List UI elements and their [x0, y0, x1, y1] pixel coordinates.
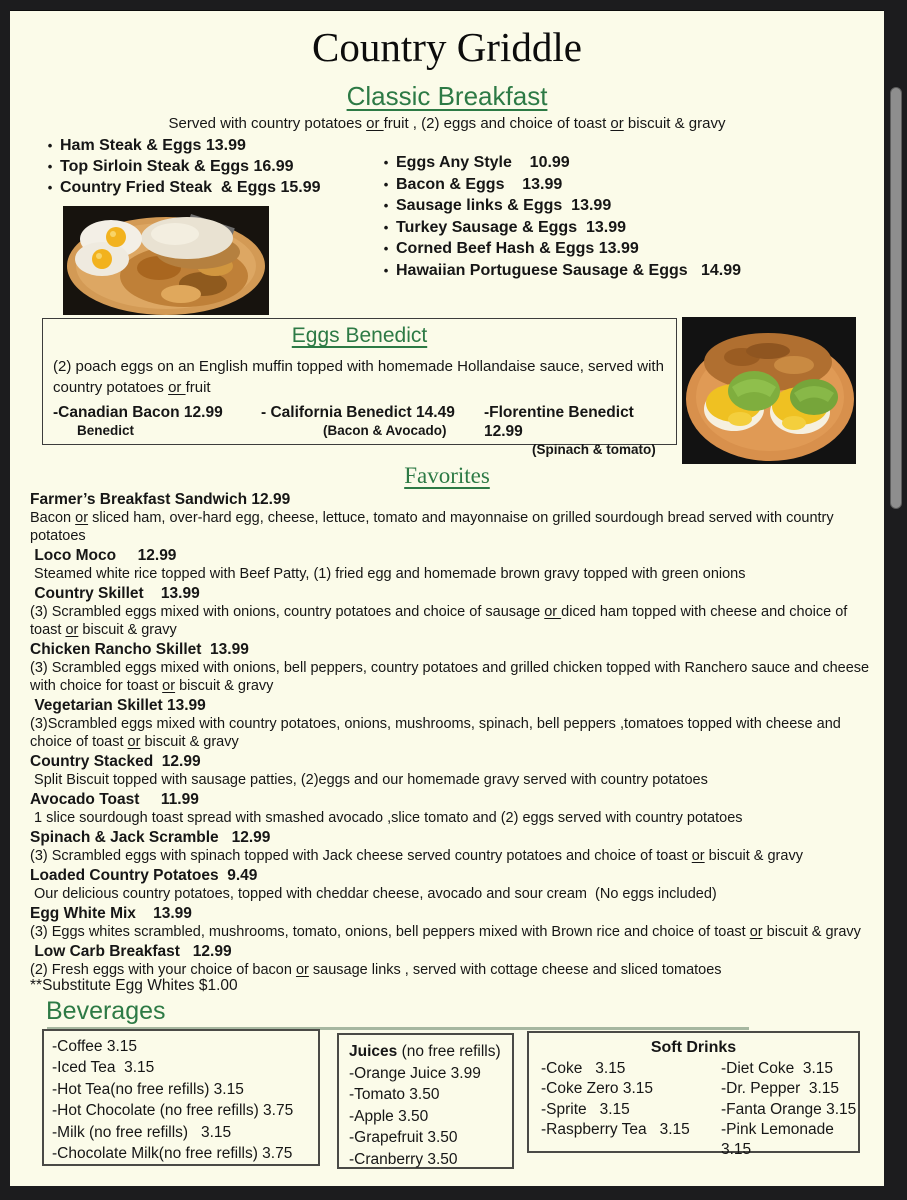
- eggs-benedict-box: [42, 318, 677, 457]
- scrollbar-thumb[interactable]: [890, 87, 902, 509]
- menu-item: [376, 197, 741, 219]
- benedict-variant-subtitle: (Spinach & tomato): [532, 442, 656, 457]
- favorites-item-description: Our delicious country potatoes, topped with cheddar cheese, avocado and sour cream (No eggs included): [30, 886, 717, 902]
- favorites-item-name: Loaded Country Potatoes 9.49: [30, 867, 258, 884]
- favorites-item-description: (3)Scrambled eggs mixed with country potatoes, onions, mushrooms, spinach, bell peppers ,tomatoes topped with cheese and choice of toast or biscuit & gravy: [30, 716, 845, 750]
- favorites-item: [30, 490, 876, 545]
- soft-drinks-right-column: [721, 1059, 858, 1160]
- favorites-item: [30, 828, 876, 865]
- menu-item: [376, 176, 741, 198]
- favorites-item-name: Spinach & Jack Scramble 12.99: [30, 829, 271, 846]
- benedict-variant-list: [53, 403, 669, 459]
- bullet-icon: •: [47, 159, 53, 174]
- menu-item: [376, 154, 741, 176]
- menu-item: [40, 137, 321, 158]
- beverage-item: -Sprite 3.15: [541, 1100, 630, 1118]
- bullet-icon: •: [383, 241, 389, 257]
- restaurant-title: Country Griddle: [312, 24, 582, 70]
- bullet-icon: •: [383, 219, 389, 235]
- favorites-item-description: (3) Scrambled eggs mixed with onions, bell peppers, country potatoes and grilled chicken topped with Ranchero sauce and cheese with choice for toast or biscuit & gravy: [30, 660, 874, 694]
- favorites-item: [30, 640, 876, 695]
- bullet-icon: •: [383, 198, 389, 214]
- beverage-item: -Raspberry Tea 3.15: [541, 1120, 690, 1138]
- beverage-item: -Hot Chocolate (no free refills) 3.75: [52, 1102, 294, 1120]
- beverages-heading: Beverages: [46, 997, 166, 1025]
- eggs-benedict-heading: Eggs Benedict: [291, 324, 428, 347]
- beverage-item: -Milk (no free refills) 3.15: [52, 1123, 232, 1141]
- menu-item-label: Eggs Any Style 10.99: [396, 154, 570, 171]
- menu-item: [376, 262, 741, 284]
- favorites-item-description: (3) Scrambled eggs mixed with onions, country potatoes and choice of sausage or diced ham topped with cheese and choice of toast or biscuit & gravy: [30, 604, 852, 638]
- favorites-item: [30, 546, 876, 583]
- favorites-item-name: Vegetarian Skillet 13.99: [30, 697, 206, 714]
- menu-item-label: Country Fried Steak & Eggs 15.99: [60, 179, 321, 196]
- favorites-item-name: Chicken Rancho Skillet 13.99: [30, 641, 249, 658]
- menu-page: [10, 10, 884, 1186]
- menu-item-label: Bacon & Eggs 13.99: [396, 175, 563, 193]
- classic-left-list: [40, 137, 321, 200]
- favorites-item: [30, 904, 876, 941]
- beverage-item: -Chocolate Milk(no free refills) 3.75: [52, 1145, 293, 1163]
- soft-drinks-left-column: [541, 1059, 721, 1160]
- soft-drinks-box: [527, 1031, 860, 1159]
- beverage-item: -Cranberry 3.50: [349, 1150, 458, 1168]
- classic-right-list: [376, 154, 741, 284]
- juices-box: [337, 1033, 514, 1169]
- favorites-item-description: Split Biscuit topped with sausage patties, (2)eggs and our homemade gravy served with country potatoes: [30, 772, 708, 788]
- benedict-variant: [53, 403, 261, 459]
- menu-item-label: Sausage links & Eggs 13.99: [396, 197, 612, 215]
- beverage-item: -Coffee 3.15: [52, 1038, 138, 1055]
- beverage-item: -Apple 3.50: [349, 1107, 429, 1125]
- favorites-item-description: Bacon or sliced ham, over-hard egg, cheese, lettuce, tomato and mayonnaise on grilled sourdough bread served with country potatoes: [30, 510, 838, 544]
- bullet-icon: •: [383, 176, 389, 192]
- favorites-item: [30, 942, 876, 979]
- menu-item: [40, 158, 321, 179]
- benedict-variant: [484, 403, 669, 459]
- benedict-variant-name: -Florentine Benedict 12.99: [484, 404, 639, 440]
- favorites-item-name: Egg White Mix 13.99: [30, 905, 192, 922]
- favorites-list: [30, 490, 876, 980]
- favorites-item-name: Country Skillet 13.99: [30, 585, 200, 602]
- favorites-item-name: Farmer’s Breakfast Sandwich 12.99: [30, 491, 291, 508]
- beverage-item: -Tomato 3.50: [349, 1086, 440, 1103]
- favorites-heading: Favorites: [404, 463, 490, 488]
- eggs-benedict-photo: [682, 317, 856, 464]
- favorites-item: [30, 584, 876, 639]
- bullet-icon: •: [47, 138, 53, 153]
- classic-breakfast-heading: Classic Breakfast: [346, 81, 548, 111]
- menu-item-label: Top Sirloin Steak & Eggs 16.99: [60, 158, 294, 175]
- bullet-icon: •: [47, 180, 53, 195]
- menu-item: [376, 219, 741, 241]
- beverage-item: -Iced Tea 3.15: [52, 1059, 155, 1077]
- benedict-variant-subtitle: (Bacon & Avocado): [323, 423, 447, 438]
- beverage-item: -Coke Zero 3.15: [541, 1080, 653, 1098]
- beverage-item: -Hot Tea(no free refills) 3.15: [52, 1080, 244, 1098]
- hot-drinks-box: [42, 1029, 320, 1166]
- favorites-item: [30, 696, 876, 751]
- breakfast-plate-photo: [63, 206, 269, 315]
- eggs-benedict-description: (2) poach eggs on an English muffin topped with homemade Hollandaise sauce, served with country potatoes or fruit: [53, 358, 664, 396]
- juices-title: Juices (no free refills): [349, 1043, 501, 1060]
- favorites-item-description: (3) Eggs whites scrambled, mushrooms, tomato, onions, bell peppers mixed with Brown rice and choice of toast or biscuit & gravy: [30, 924, 861, 940]
- menu-item: [376, 240, 741, 262]
- bullet-icon: •: [383, 262, 389, 278]
- substitute-note: **Substitute Egg Whites $1.00: [30, 977, 238, 994]
- favorites-item: [30, 790, 876, 827]
- favorites-item-description: Steamed white rice topped with Beef Patty, (1) fried egg and homemade brown gravy topped with green onions: [30, 566, 746, 582]
- favorites-item: [30, 866, 876, 903]
- benedict-variant-subtitle: Benedict: [77, 423, 135, 438]
- menu-item-label: Turkey Sausage & Eggs 13.99: [396, 218, 627, 236]
- menu-item-label: Ham Steak & Eggs 13.99: [60, 137, 246, 154]
- juices-list: [349, 1063, 512, 1171]
- favorites-item-description: (2) Fresh eggs with your choice of bacon or sausage links , served with cottage cheese and sliced tomatoes: [30, 962, 722, 978]
- beverage-item: -Diet Coke 3.15: [721, 1060, 833, 1077]
- favorites-item-name: Low Carb Breakfast 12.99: [30, 943, 232, 960]
- beverage-item: -Pink Lemonade 3.15: [721, 1120, 843, 1159]
- bullet-icon: •: [383, 155, 389, 170]
- benedict-variant: [261, 403, 484, 459]
- favorites-item-name: Loco Moco 12.99: [30, 547, 177, 564]
- favorites-item-description: 1 slice sourdough toast spread with smashed avocado ,slice tomato and (2) eggs served with country potatoes: [30, 810, 743, 826]
- favorites-item: [30, 752, 876, 789]
- benedict-variant-name: - California Benedict 14.49: [261, 404, 455, 421]
- menu-item-label: Corned Beef Hash & Eggs 13.99: [396, 240, 639, 258]
- favorites-item-name: Country Stacked 12.99: [30, 753, 201, 770]
- beverage-item: -Orange Juice 3.99: [349, 1064, 481, 1082]
- beverage-item: -Grapefruit 3.50: [349, 1129, 458, 1146]
- menu-item: [40, 179, 321, 200]
- classic-breakfast-subtitle: Served with country potatoes or fruit , (2) eggs and choice of toast or biscuit & gravy: [168, 115, 726, 132]
- benedict-variant-name: -Canadian Bacon 12.99: [53, 404, 223, 421]
- soft-drinks-title: Soft Drinks: [650, 1039, 737, 1056]
- beverage-item: -Fanta Orange 3.15: [721, 1100, 857, 1118]
- beverage-item: -Coke 3.15: [541, 1060, 626, 1077]
- favorites-item-description: (3) Scrambled eggs with spinach topped with Jack cheese served country potatoes and choice of toast or biscuit & gravy: [30, 848, 803, 864]
- menu-item-label: Hawaiian Portuguese Sausage & Eggs 14.99: [396, 261, 742, 279]
- favorites-item-name: Avocado Toast 11.99: [30, 791, 199, 808]
- beverage-item: -Dr. Pepper 3.15: [721, 1080, 840, 1098]
